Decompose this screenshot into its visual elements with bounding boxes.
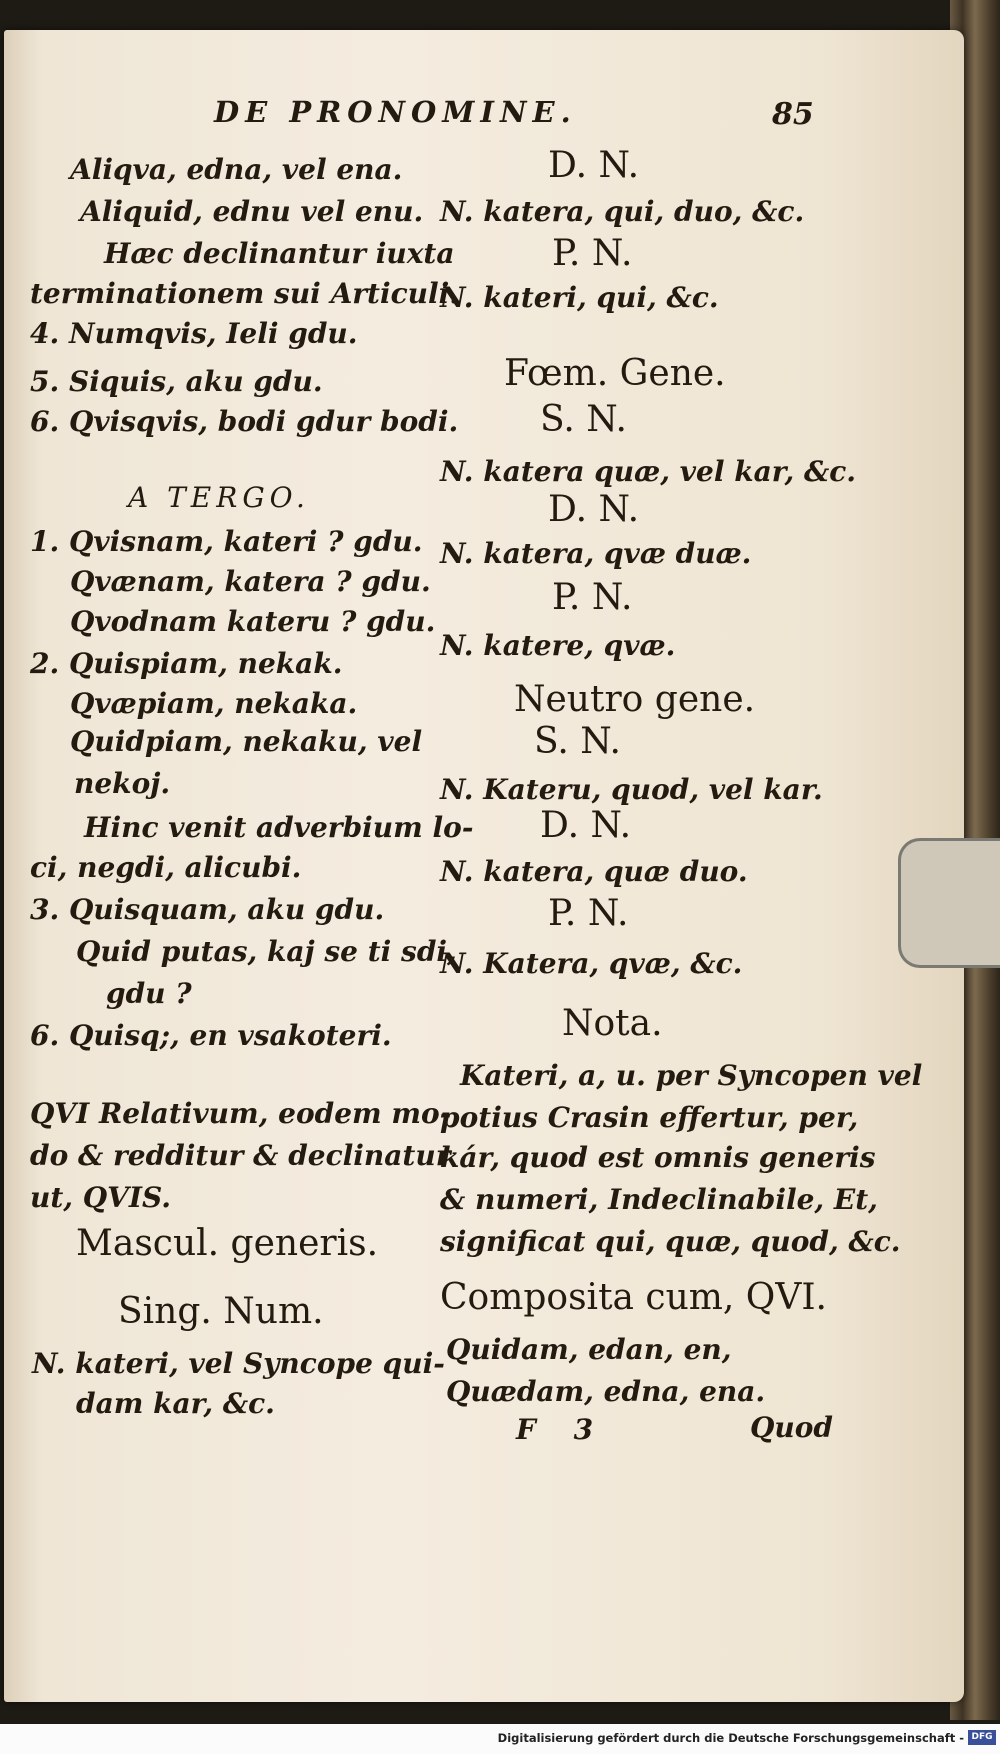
right-dn-1: D. N. [548,145,640,186]
right-line-20: Kateri, a, u. per Syncopen vel [460,1059,923,1092]
footer-text: Digitalisierung gefördert durch die Deutsche Forschungsgemeinschaft - [497,1731,964,1745]
page-number: 85 [772,97,814,132]
left-line-24: ut, QVIS. [30,1181,171,1214]
right-dn-2: D. N. [548,489,640,530]
digitization-footer [0,1724,1000,1754]
left-line-20: gdu ? [106,977,192,1010]
page-title: DE PRONOMINE. [214,95,577,129]
left-line-10: Qvænam, katera ? gdu. [70,565,431,598]
left-line-18: 3. Quisquam, aku gdu. [30,893,385,926]
right-pn-2: P. N. [552,577,633,618]
a-tergo-heading: A TERGO. [128,481,310,514]
left-line-6: 5. Siquis, aku gdu. [30,365,323,398]
mascul-heading: Mascul. generis. [76,1223,379,1264]
left-line-19: Quid putas, kaj se ti sdi, [76,935,457,968]
right-line-11: N. katere, qvæ. [440,629,676,662]
left-line-16: Hinc venit adverbium lo- [84,811,474,844]
right-line-24: significat qui, quæ, quod, &c. [440,1225,901,1258]
left-line-21: 6. Quisq;, en vsakoteri. [30,1019,392,1052]
left-line-5: 4. Numqvis, Ieli gdu. [30,317,358,350]
dfg-logo: DFG [968,1730,996,1745]
left-line-11: Qvodnam kateru ? gdu. [70,605,436,638]
left-line-1: Aliqva, edna, vel ena. [70,153,403,186]
left-line-23: do & redditur & declinatur [30,1139,451,1172]
left-line-15: nekoj. [74,767,171,800]
left-line-14: Quidpiam, nekaku, vel [70,725,423,758]
left-line-22: QVI Relativum, eodem mo- [30,1097,452,1130]
right-line-7: N. katera quæ, vel kar, &c. [440,455,857,488]
signature-mark: F 3 [516,1413,608,1446]
right-line-2: N. katera, qui, duo, &c. [440,195,805,228]
right-line-23: & numeri, Indeclinabile, Et, [440,1183,878,1216]
sing-num-heading: Sing. Num. [118,1291,324,1332]
right-pn-3: P. N. [548,893,629,934]
neutro-gene-heading: Neutro gene. [514,679,756,720]
right-sn-1: S. N. [540,399,627,440]
right-sn-2: S. N. [534,721,621,762]
right-line-27: Quædam, edna, ena. [446,1375,766,1408]
right-line-18: N. Katera, qvæ, &c. [440,947,743,980]
left-line-12: 2. Quispiam, nekak. [30,647,343,680]
composita-heading: Composita cum, QVI. [440,1277,827,1318]
right-line-9: N. katera, qvæ duæ. [440,537,752,570]
left-line-2: Aliquid, ednu vel enu. [80,195,424,228]
right-line-21: potius Crasin effertur, per, [440,1101,859,1134]
left-line-4: terminationem sui Articuli. [30,277,460,310]
left-line-28: dam kar, &c. [76,1387,275,1420]
right-line-4: N. kateri, qui, &c. [440,281,719,314]
right-pn-1: P. N. [552,233,633,274]
foem-gene-heading: Fœm. Gene. [504,353,726,394]
page-tab-clip [898,838,1000,968]
left-line-7: 6. Qvisqvis, bodi gdur bodi. [30,405,459,438]
right-dn-3: D. N. [540,805,632,846]
left-line-9: 1. Qvisnam, kateri ? gdu. [30,525,423,558]
left-line-27: N. kateri, vel Syncope qui- [32,1347,445,1380]
left-line-17: ci, negdi, alicubi. [30,851,302,884]
nota-heading: Nota. [562,1003,663,1044]
left-line-13: Qvæpiam, nekaka. [70,687,358,720]
right-line-16: N. katera, quæ duo. [440,855,748,888]
left-line-3: Hæc declinantur iuxta [104,237,455,270]
catchword: Quod [750,1411,834,1444]
right-line-14: N. Kateru, quod, vel kar. [440,773,823,806]
right-line-26: Quidam, edan, en, [446,1333,732,1366]
right-line-22: kár, quod est omnis generis [440,1141,876,1174]
